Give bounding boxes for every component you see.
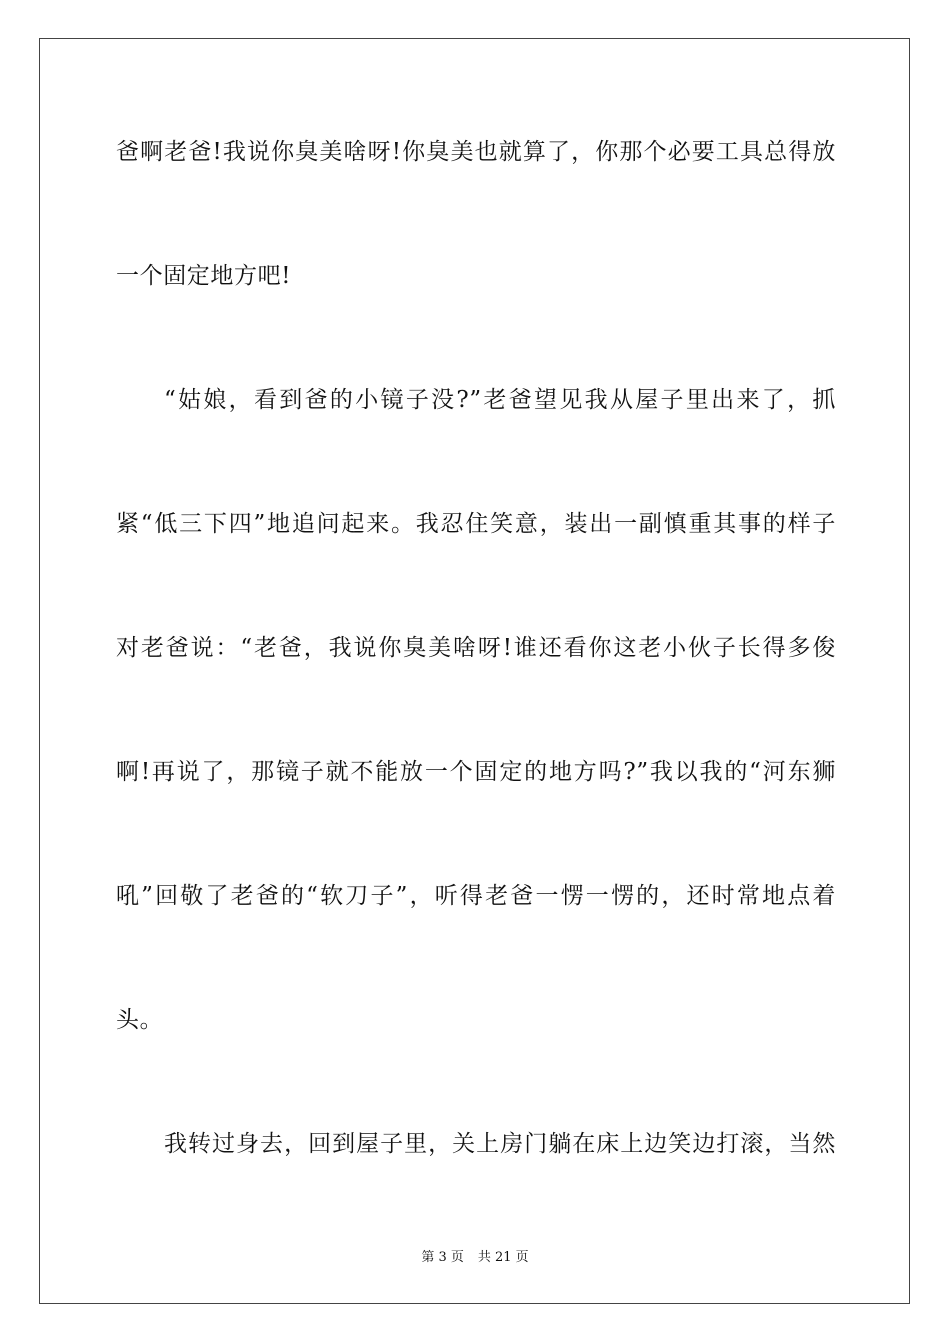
page-border [39, 38, 910, 1304]
body-line-3: “姑娘，看到爸的小镜子没?”老爸望见我从屋子里出来了，抓 [164, 387, 836, 413]
body-line-8: 头。 [116, 1007, 164, 1033]
page-total: 共 21 页 [477, 1250, 529, 1265]
page-number: 第 3 页 [421, 1250, 464, 1265]
body-line-4: 紧“低三下四”地追问起来。我忍住笑意，装出一副慎重其事的样子 [116, 511, 836, 537]
body-line-9: 我转过身去，回到屋子里，关上房门躺在床上边笑边打滚，当然 [164, 1131, 836, 1157]
body-line-5: 对老爸说：“老爸，我说你臭美啥呀!谁还看你这老小伙子长得多俊 [116, 635, 836, 661]
body-line-2: 一个固定地方吧! [116, 263, 292, 289]
body-line-6: 啊!再说了，那镜子就不能放一个固定的地方吗?”我以我的“河东狮 [116, 759, 836, 785]
body-line-7: 吼”回敬了老爸的“软刀子”，听得老爸一愣一愣的，还时常地点着 [116, 883, 836, 909]
page-footer [0, 1249, 950, 1267]
body-line-1: 爸啊老爸!我说你臭美啥呀!你臭美也就算了，你那个必要工具总得放 [116, 139, 836, 165]
